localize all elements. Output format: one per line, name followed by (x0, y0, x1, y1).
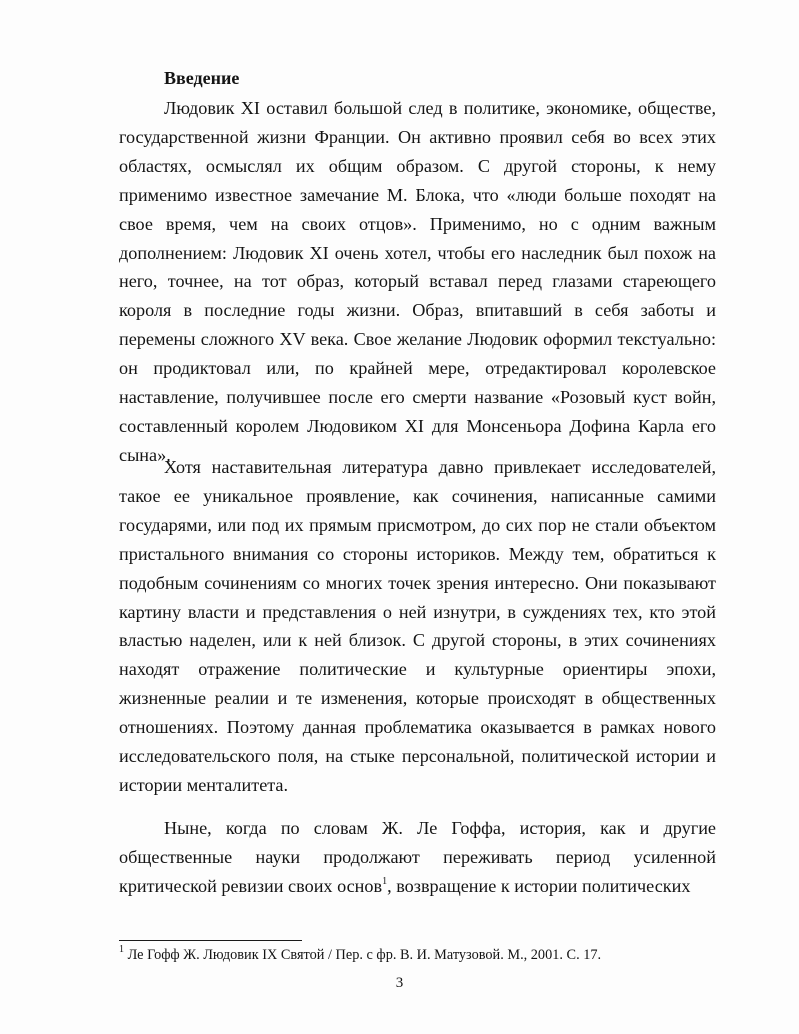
paragraph-3-text-end: , возвращение к истории политических (387, 875, 691, 896)
footnote (119, 945, 719, 965)
footnote-reference-marker: 1 (382, 875, 388, 887)
footnote-text: Ле Гофф Ж. Людовик IX Святой / Пер. с фр. В. И. Матузовой. М., 2001. С. 17. (127, 947, 602, 963)
paragraph-1: Людовик XI оставил большой след в политике, экономике, обществе, государственной жизни Франции. Он активно проявил себя во всех этих областях, осмыслял их общим образом. С другой стороны, к нему применимо известное замечание М. Блока, что «люди больше походят на свое время, чем на своих отцов». Применимо, но с одним важным дополнением: Людовик XI очень хотел, чтобы его наследник был похож на него, точнее, на тот образ, который вставал перед глазами стареющего короля в последние годы жизни. Образ, впитавший в себя заботы и перемены сложного XV века. Свое желание Людовик оформил текстуально: он продиктовал или, по крайней мере, отредактировал королевское наставление, получившее после его смерти название «Розовый куст войн, составленный королем Людовиком XI для Монсеньора Дофина Карла его сына». (119, 98, 716, 465)
paragraph-3-text-start: Ныне, когда по словам Ж. Ле Гоффа, история, как и другие общественные науки продолжают переживать период усиленной критической ревизии своих основ (119, 818, 716, 896)
footnote-separator (119, 940, 302, 941)
paragraph-3 (119, 814, 716, 901)
paragraph-2: Хотя наставительная литература давно привлекает исследователей, такое ее уникальное проявление, как сочинения, написанные самими государями, или под их прямым присмотром, до сих пор не стали объектом пристального внимания со стороны историков. Между тем, обратиться к подобным сочинениям со многих точек зрения интересно. Они показывают картину власти и представления о ней изнутри, в суждениях тех, кто этой властью наделен, или к ней близок. С другой стороны, в этих сочинениях находят отражение политические и культурные ориентиры эпохи, жизненные реалии и те изменения, которые происходят в общественных отношениях. Поэтому данная проблематика оказывается в рамках нового исследовательского поля, на стыке персональной, политической истории и истории менталитета. (119, 457, 716, 795)
footnote-marker: 1 (119, 944, 124, 956)
section-heading: Введение (164, 68, 240, 88)
page-number: 3 (395, 975, 404, 991)
